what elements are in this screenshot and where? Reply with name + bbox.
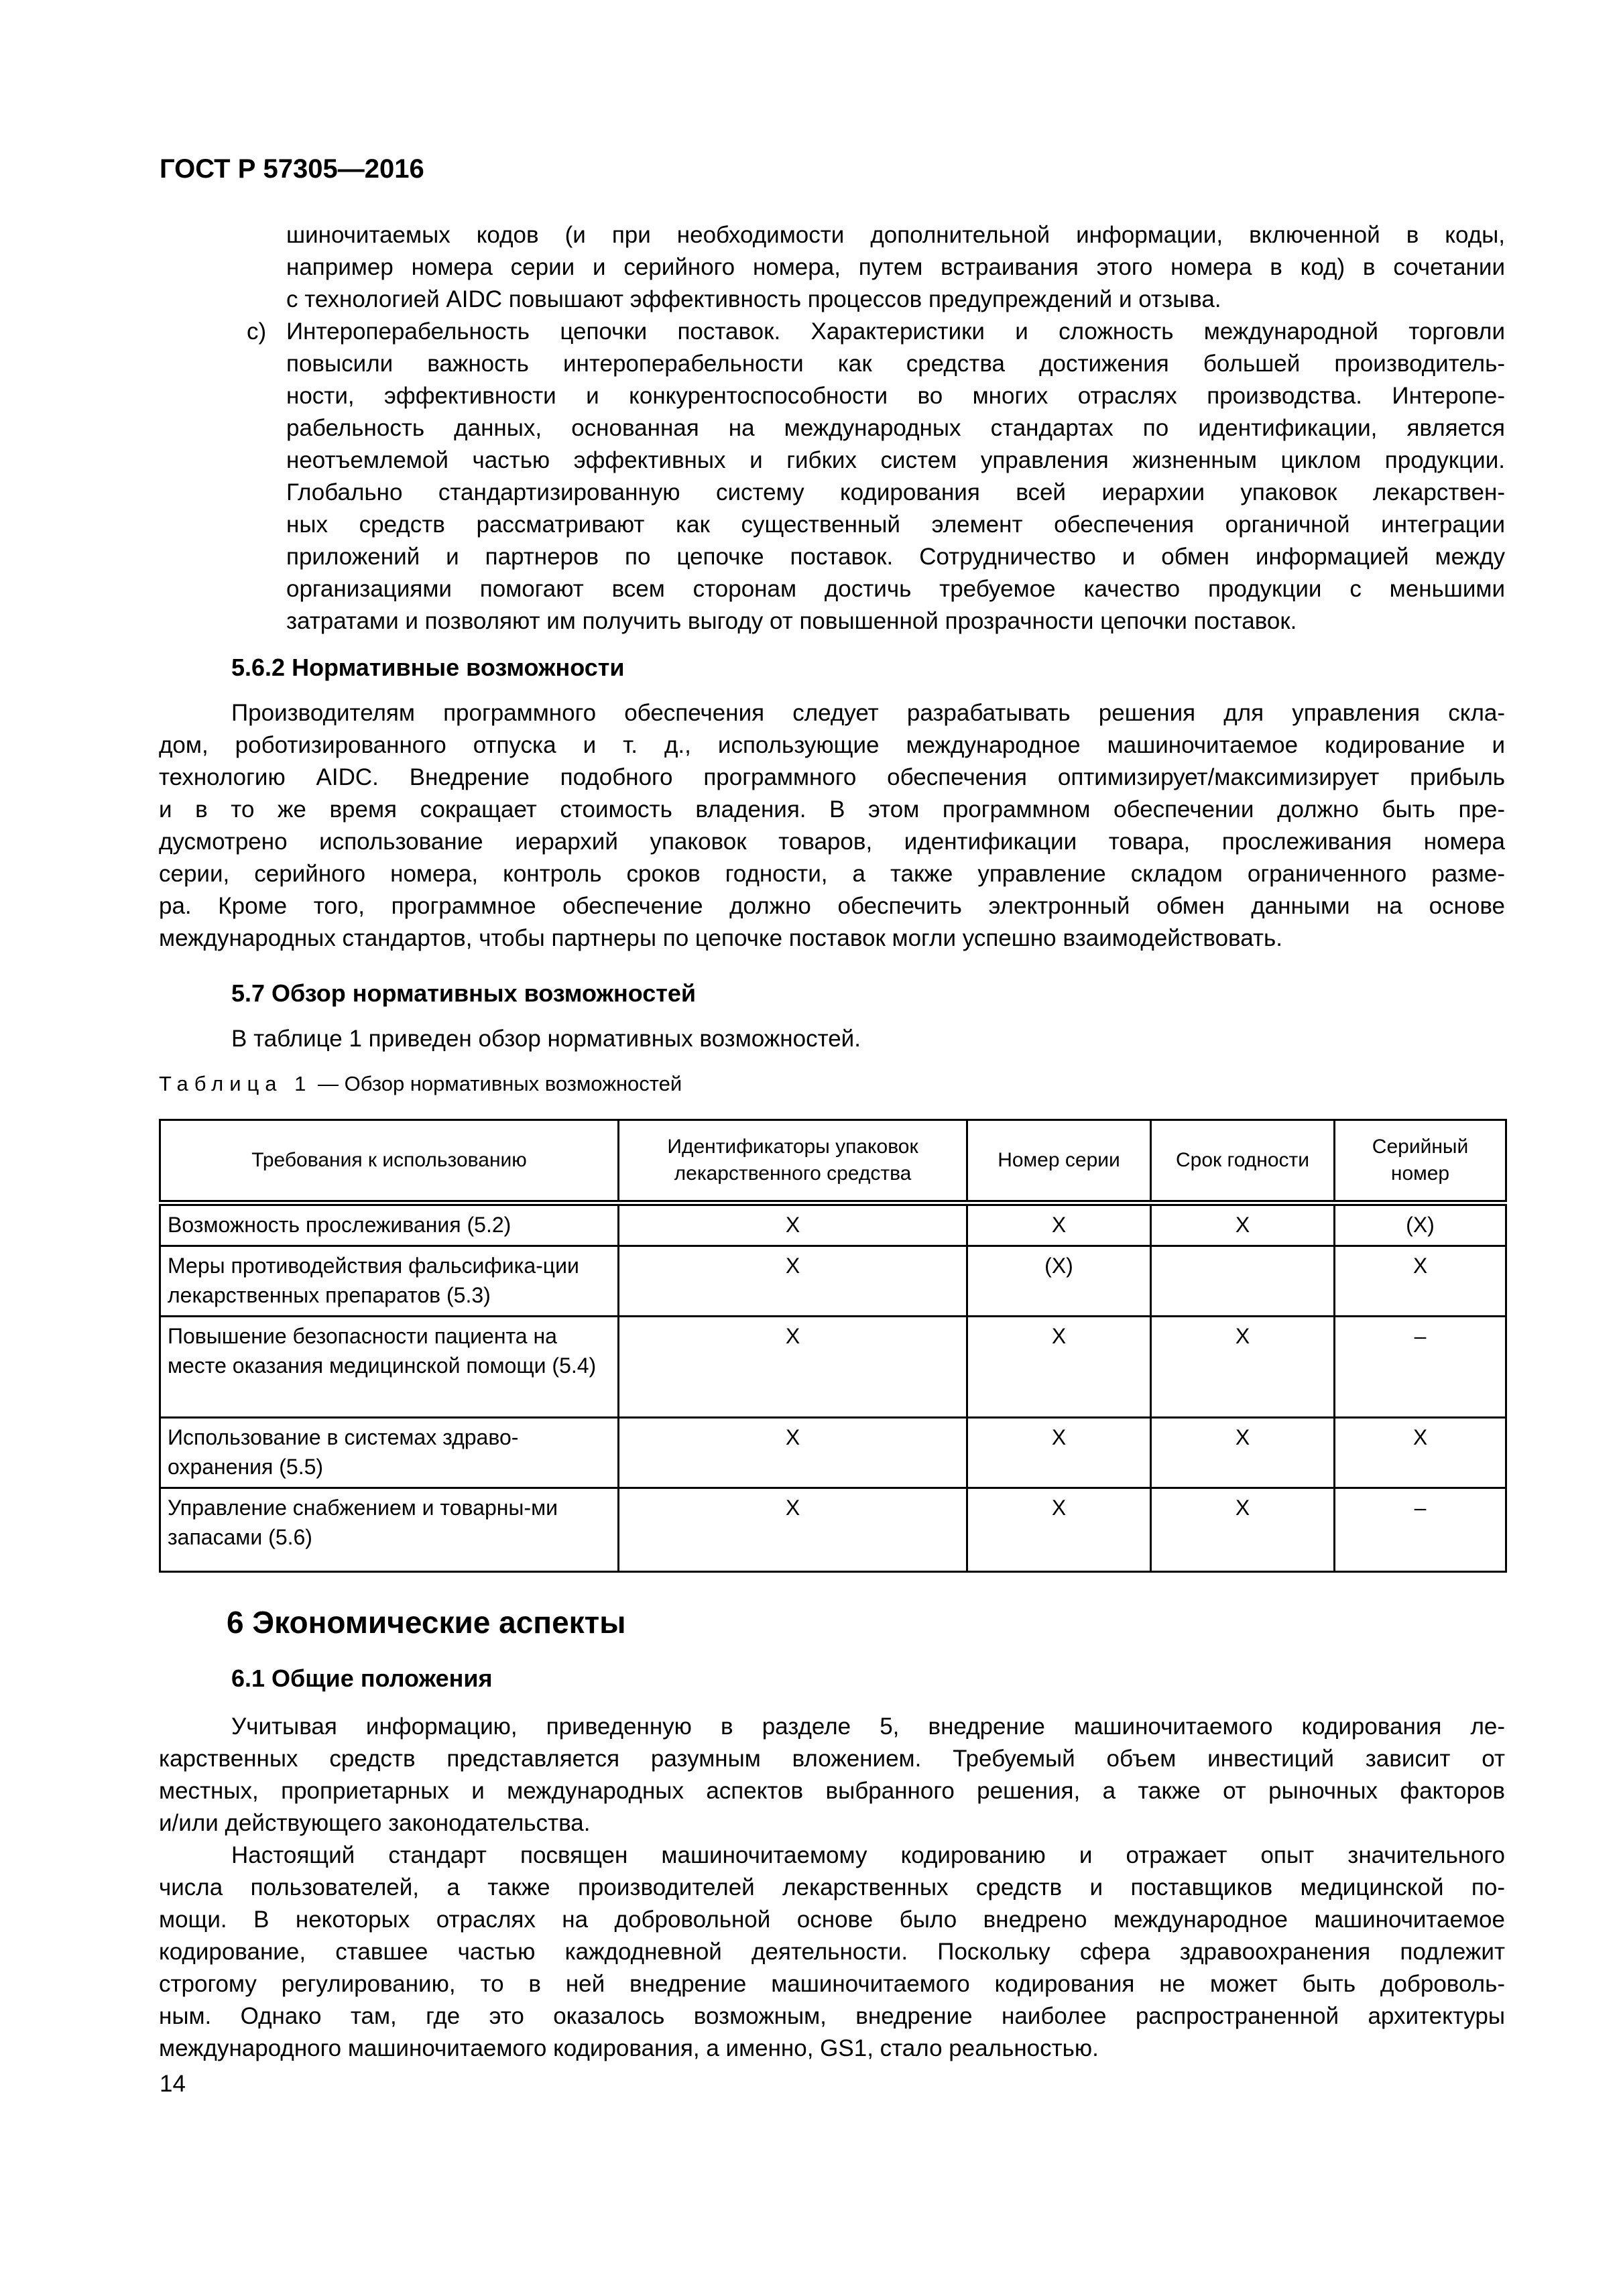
- list-marker: c): [247, 318, 267, 345]
- column-header-expiry-date: Срок годности: [1151, 1120, 1335, 1203]
- mark-cell: X: [619, 1418, 967, 1488]
- table-header-row: [160, 1120, 1506, 1203]
- mark-cell: X: [619, 1246, 967, 1317]
- section-5-7-text: В таблице 1 приведен обзор нормативных возможностей.: [231, 1026, 861, 1052]
- section-heading-5-7: 5.7 Обзор нормативных возможностей: [231, 979, 697, 1007]
- text-line: технологию AIDC. Внедрение подобного программного обеспечения оптимизирует/максимизирует прибыль: [159, 764, 1505, 790]
- requirement-cell: Управление снабжением и товарны-ми запасами (5.6): [160, 1488, 619, 1572]
- text-line: например номера серии и серийного номера, путем встраивания этого номера в код) в сочетании: [286, 254, 1505, 280]
- column-header-batch-number: Номер серии: [967, 1120, 1151, 1203]
- table-caption: [159, 1070, 682, 1098]
- text-line: серии, серийного номера, контроль сроков годности, а также управление складом ограниченного разме-: [159, 861, 1505, 887]
- table-caption-dash: —: [318, 1072, 339, 1095]
- section-heading-6-1: 6.1 Общие положения: [231, 1665, 493, 1692]
- text-line: строгому регулированию, то в ней внедрение машиночитаемого кодирования не может быть доброволь-: [159, 1971, 1505, 1997]
- text-line: с технологией AIDC повышают эффективность процессов предупреждений и отзыва.: [286, 286, 1221, 312]
- table-row: [160, 1246, 1506, 1317]
- text-line: Производителям программного обеспечения следует разрабатывать решения для управления скла-: [231, 700, 1505, 726]
- text-line: местных, проприетарных и международных аспектов выбранного решения, а также от рыночных факторов: [159, 1778, 1505, 1804]
- mark-cell: X: [619, 1488, 967, 1572]
- mark-cell: X: [1151, 1418, 1335, 1488]
- mark-cell: –: [1335, 1488, 1506, 1572]
- table-caption-title: Обзор нормативных возможностей: [344, 1072, 682, 1095]
- requirement-cell: Повышение безопасности пациента на месте оказания медицинской помощи (5.4): [160, 1317, 619, 1418]
- text-line: рабельность данных, основанная на международных стандартах по идентификации, является: [286, 415, 1505, 441]
- text-line: ных средств рассматривают как существенный элемент обеспечения органичной интеграции: [286, 511, 1505, 538]
- requirement-cell: Использование в системах здраво-охранения (5.5): [160, 1418, 619, 1488]
- text-line: ности, эффективности и конкурентоспособности во многих отраслях производства. Интеропе-: [286, 383, 1505, 409]
- document-header-id: ГОСТ Р 57305—2016: [160, 154, 424, 184]
- table-row: [160, 1317, 1506, 1418]
- text-line: международных стандартов, чтобы партнеры по цепочке поставок могли успешно взаимодействовать.: [159, 925, 1282, 951]
- text-line: организациями помогают всем сторонам достичь требуемое качество продукции с меньшими: [286, 576, 1505, 602]
- text-line: ным. Однако там, где это оказалось возможным, внедрение наиболее распространенной архитектуры: [159, 2003, 1505, 2029]
- text-line: мощи. В некоторых отраслях на добровольной основе было внедрено международное машиночитаемое: [159, 1907, 1505, 1933]
- section-heading-5-6-2: 5.6.2 Нормативные возможности: [231, 654, 625, 681]
- mark-cell: X: [1335, 1246, 1506, 1317]
- text-line: затратами и позволяют им получить выгоду от повышенной прозрачности цепочки поставок.: [286, 608, 1297, 634]
- table-caption-label: Таблица 1: [159, 1072, 312, 1095]
- column-header-package-identifiers: Идентификаторы упаковок лекарственного средства: [619, 1120, 967, 1203]
- mark-cell: X: [619, 1203, 967, 1246]
- table-row: [160, 1418, 1506, 1488]
- mark-cell: X: [1335, 1418, 1506, 1488]
- page-number: 14: [160, 2071, 186, 2097]
- text-line: повысили важность интероперабельности как средства достижения большей производитель-: [286, 351, 1505, 377]
- text-line: и/или действующего законодательства.: [159, 1810, 591, 1836]
- text-line: ра. Кроме того, программное обеспечение должно обеспечить электронный обмен данными на основе: [159, 893, 1505, 919]
- mark-cell: –: [1335, 1317, 1506, 1418]
- mark-cell: X: [967, 1418, 1151, 1488]
- text-line: дусмотрено использование иерархий упаковок товаров, идентификации товара, прослеживания номера: [159, 829, 1505, 855]
- text-line: международного машиночитаемого кодирования, а именно, GS1, стало реальностью.: [159, 2035, 1099, 2061]
- mark-cell: X: [1151, 1317, 1335, 1418]
- text-line: карственных средств представляется разумным вложением. Требуемый объем инвестиций зависит от: [159, 1746, 1505, 1772]
- table-normative-capabilities: [159, 1119, 1507, 1573]
- mark-cell: X: [1151, 1488, 1335, 1572]
- text-line: Интероперабельность цепочки поставок. Характеристики и сложность международной торговли: [286, 318, 1505, 345]
- text-line: шиночитаемых кодов (и при необходимости дополнительной информации, включенной в коды,: [286, 222, 1505, 248]
- requirement-cell: Возможность прослеживания (5.2): [160, 1203, 619, 1246]
- text-line: и в то же время сокращает стоимость владения. В этом программном обеспечении должно быть пре-: [159, 796, 1505, 823]
- section-heading-6: 6 Экономические аспекты: [227, 1605, 626, 1640]
- text-line: приложений и партнеров по цепочке поставок. Сотрудничество и обмен информацией между: [286, 544, 1505, 570]
- table-row: [160, 1203, 1506, 1246]
- text-line: неотъемлемой частью эффективных и гибких систем управления жизненным циклом продукции.: [286, 447, 1505, 473]
- requirement-cell: Меры противодействия фальсифика-ции лекарственных препаратов (5.3): [160, 1246, 619, 1317]
- column-header-serial-number: Серийный номер: [1335, 1120, 1506, 1203]
- mark-cell: X: [619, 1317, 967, 1418]
- text-line: Глобально стандартизированную систему кодирования всей иерархии упаковок лекарствен-: [286, 479, 1505, 505]
- column-header-requirements: Требования к использованию: [160, 1120, 619, 1203]
- mark-cell: (X): [1335, 1203, 1506, 1246]
- text-line: дом, роботизированного отпуска и т. д., использующие международное машиночитаемое кодирование и: [159, 732, 1505, 758]
- mark-cell: X: [967, 1203, 1151, 1246]
- text-line: Учитывая информацию, приведенную в разделе 5, внедрение машиночитаемого кодирования ле-: [231, 1713, 1505, 1740]
- mark-cell: (X): [967, 1246, 1151, 1317]
- mark-cell: X: [967, 1317, 1151, 1418]
- text-line: Настоящий стандарт посвящен машиночитаемому кодированию и отражает опыт значительного: [231, 1842, 1505, 1868]
- text-line: числа пользователей, а также производителей лекарственных средств и поставщиков медицинской по-: [159, 1874, 1505, 1900]
- mark-cell: X: [967, 1488, 1151, 1572]
- text-line: кодирование, ставшее частью каждодневной деятельности. Поскольку сфера здравоохранения подлежит: [159, 1939, 1505, 1965]
- table-row: [160, 1488, 1506, 1572]
- mark-cell: X: [1151, 1203, 1335, 1246]
- mark-cell: [1151, 1246, 1335, 1317]
